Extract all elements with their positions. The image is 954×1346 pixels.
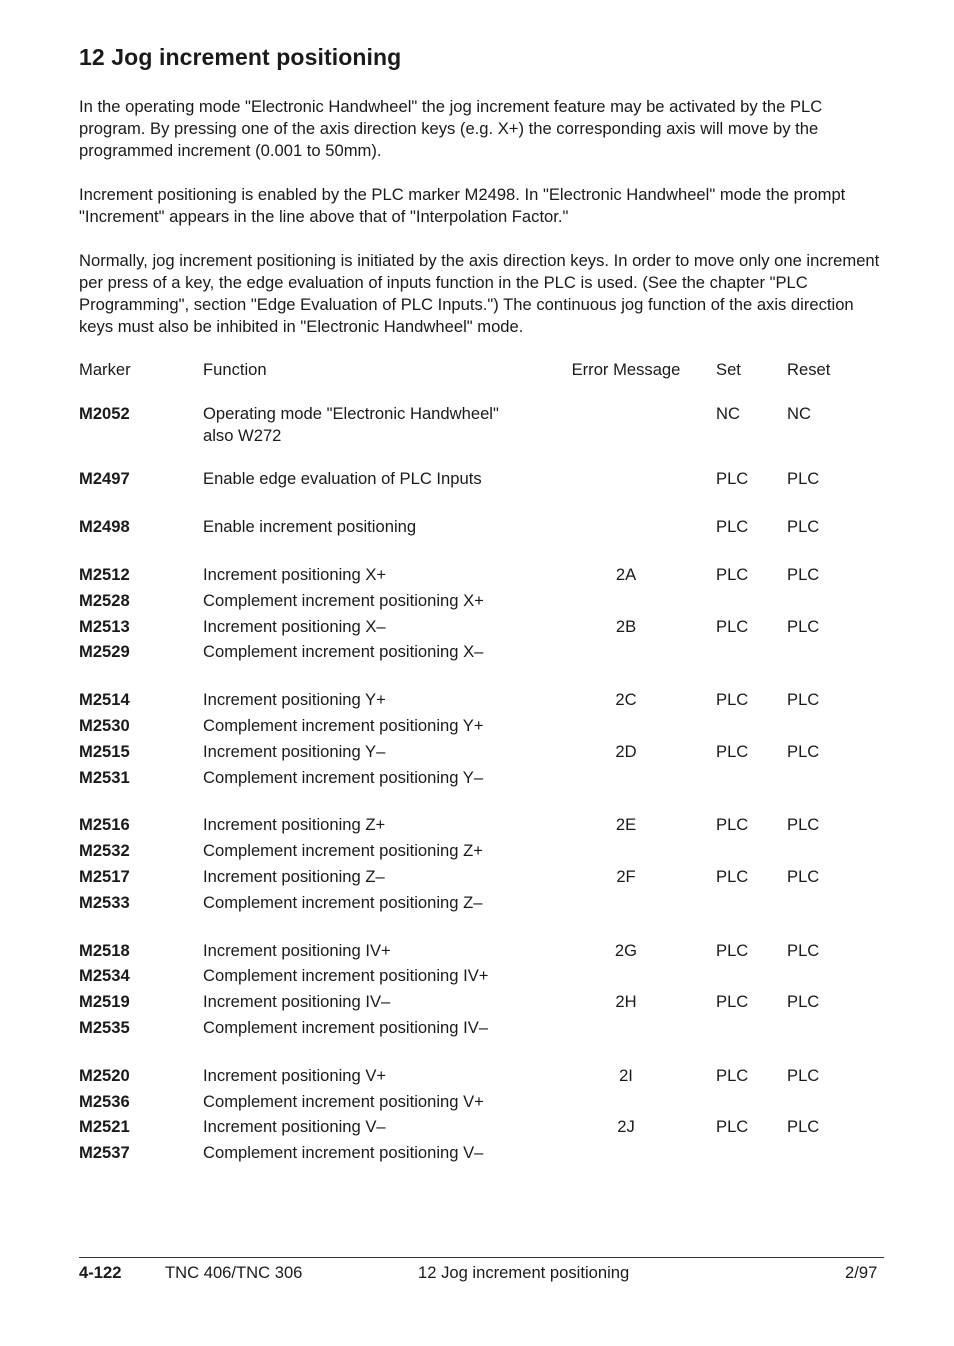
marker-cell: M2531 [79,768,130,787]
page-title: 12 Jog increment positioning [79,44,402,70]
function-cell: Complement increment positioning X+ [203,591,484,610]
function-cell: Increment positioning Z– [203,867,385,886]
function-cell: Complement increment positioning IV– [203,1018,489,1037]
marker-cell: M2514 [79,690,130,709]
function-cell: Enable increment positioning [203,517,417,536]
marker-cell: M2515 [79,742,130,761]
marker-cell: M2498 [79,517,130,536]
reset-cell: PLC [787,992,820,1011]
reset-cell: PLC [787,690,820,709]
function-cell: Complement increment positioning Y– [203,768,484,787]
marker-cell: M2519 [79,992,130,1011]
marker-cell: M2521 [79,1117,130,1136]
function-cell: Complement increment positioning IV+ [203,966,489,985]
reset-cell: PLC [787,617,820,636]
header-reset: Reset [787,360,831,379]
marker-cell: M2534 [79,966,130,985]
marker-cell: M2537 [79,1143,130,1162]
marker-cell: M2532 [79,841,130,860]
marker-cell: M2536 [79,1092,130,1111]
marker-cell: M2513 [79,617,130,636]
set-cell: NC [716,404,740,423]
marker-cell: M2517 [79,867,130,886]
function-cell: Increment positioning Z+ [203,815,386,834]
set-cell: PLC [716,742,749,761]
function-cell: also W272 [203,426,282,445]
function-cell: Increment positioning Y+ [203,690,386,709]
marker-cell: M2512 [79,565,130,584]
reset-cell: PLC [787,565,820,584]
footer-section: 12 Jog increment positioning [418,1263,630,1282]
function-cell: Enable edge evaluation of PLC Inputs [203,469,482,488]
reset-cell: PLC [787,815,820,834]
marker-cell: M2052 [79,404,130,423]
marker-cell: M2520 [79,1066,130,1085]
header-set: Set [716,360,741,379]
reset-cell: PLC [787,469,820,488]
marker-cell: M2530 [79,716,130,735]
marker-cell: M2535 [79,1018,130,1037]
function-cell: Increment positioning X– [203,617,386,636]
function-cell: Increment positioning V+ [203,1066,387,1085]
reset-cell: PLC [787,517,820,536]
header-function: Function [203,360,267,379]
set-cell: PLC [716,1117,749,1136]
marker-cell: M2528 [79,591,130,610]
set-cell: PLC [716,617,749,636]
function-cell: Increment positioning V– [203,1117,386,1136]
marker-cell: M2533 [79,893,130,912]
reset-cell: PLC [787,742,820,761]
error-message-cell: 2A [615,565,637,584]
function-cell: Increment positioning IV– [203,992,391,1011]
function-cell: Complement increment positioning V– [203,1143,484,1162]
reset-cell: PLC [787,941,820,960]
error-message-cell: 2G [614,941,638,960]
set-cell: PLC [716,941,749,960]
set-cell: PLC [716,690,749,709]
function-cell: Increment positioning Y– [203,742,386,761]
reset-cell: PLC [787,867,820,886]
reset-cell: PLC [787,1117,820,1136]
set-cell: PLC [716,1066,749,1085]
set-cell: PLC [716,469,749,488]
footer-date: 2/97 [845,1263,878,1282]
function-cell: Complement increment positioning Z+ [203,841,483,860]
marker-cell: M2529 [79,642,130,661]
edge-evaluation-paragraph: Normally, jog increment positioning is initiated by the axis direction keys. In order to move only one increment per press of a key, the edge evaluation of inputs function in the PLC is used. (See the chapter "PLC Programming", section "Edge Evaluation of PLC Inputs.") The continuous jog function of the axis direction keys must also be inhibited in "Electronic Handwheel" mode. [79,251,880,336]
error-message-cell: 2D [615,742,637,761]
set-cell: PLC [716,815,749,834]
function-cell: Increment positioning X+ [203,565,387,584]
marker-cell: M2516 [79,815,130,834]
footer-rule [79,1257,884,1258]
marker-cell: M2518 [79,941,130,960]
function-cell: Complement increment positioning Y+ [203,716,484,735]
reset-cell: NC [787,404,811,423]
set-cell: PLC [716,517,749,536]
reset-cell: PLC [787,1066,820,1085]
footer-product: TNC 406/TNC 306 [165,1263,303,1282]
header-error-message: Error Message [571,360,681,379]
set-cell: PLC [716,565,749,584]
error-message-cell: 2I [619,1066,633,1085]
marker-cell: M2497 [79,469,130,488]
function-cell: Operating mode "Electronic Handwheel" [203,404,499,423]
function-cell: Complement increment positioning X– [203,642,484,661]
enable-paragraph: Increment positioning is enabled by the PLC marker M2498. In "Electronic Handwheel" mode the prompt "Increment" appears in the line above that of "Interpolation Factor." [79,185,846,226]
function-cell: Increment positioning IV+ [203,941,391,960]
function-cell: Complement increment positioning Z– [203,893,483,912]
footer-page-number: 4-122 [79,1263,122,1282]
header-marker: Marker [79,360,131,379]
function-cell: Complement increment positioning V+ [203,1092,484,1111]
error-message-cell: 2J [617,1117,635,1136]
error-message-cell: 2F [616,867,636,886]
error-message-cell: 2H [615,992,637,1011]
error-message-cell: 2B [615,617,637,636]
intro-paragraph: In the operating mode "Electronic Handwheel" the jog increment feature may be activated by the PLC program. By pressing one of the axis direction keys (e.g. X+) the corresponding axis will move by the programmed increment (0.001 to 50mm). [79,97,823,160]
set-cell: PLC [716,867,749,886]
error-message-cell: 2E [615,815,637,834]
error-message-cell: 2C [615,690,637,709]
set-cell: PLC [716,992,749,1011]
